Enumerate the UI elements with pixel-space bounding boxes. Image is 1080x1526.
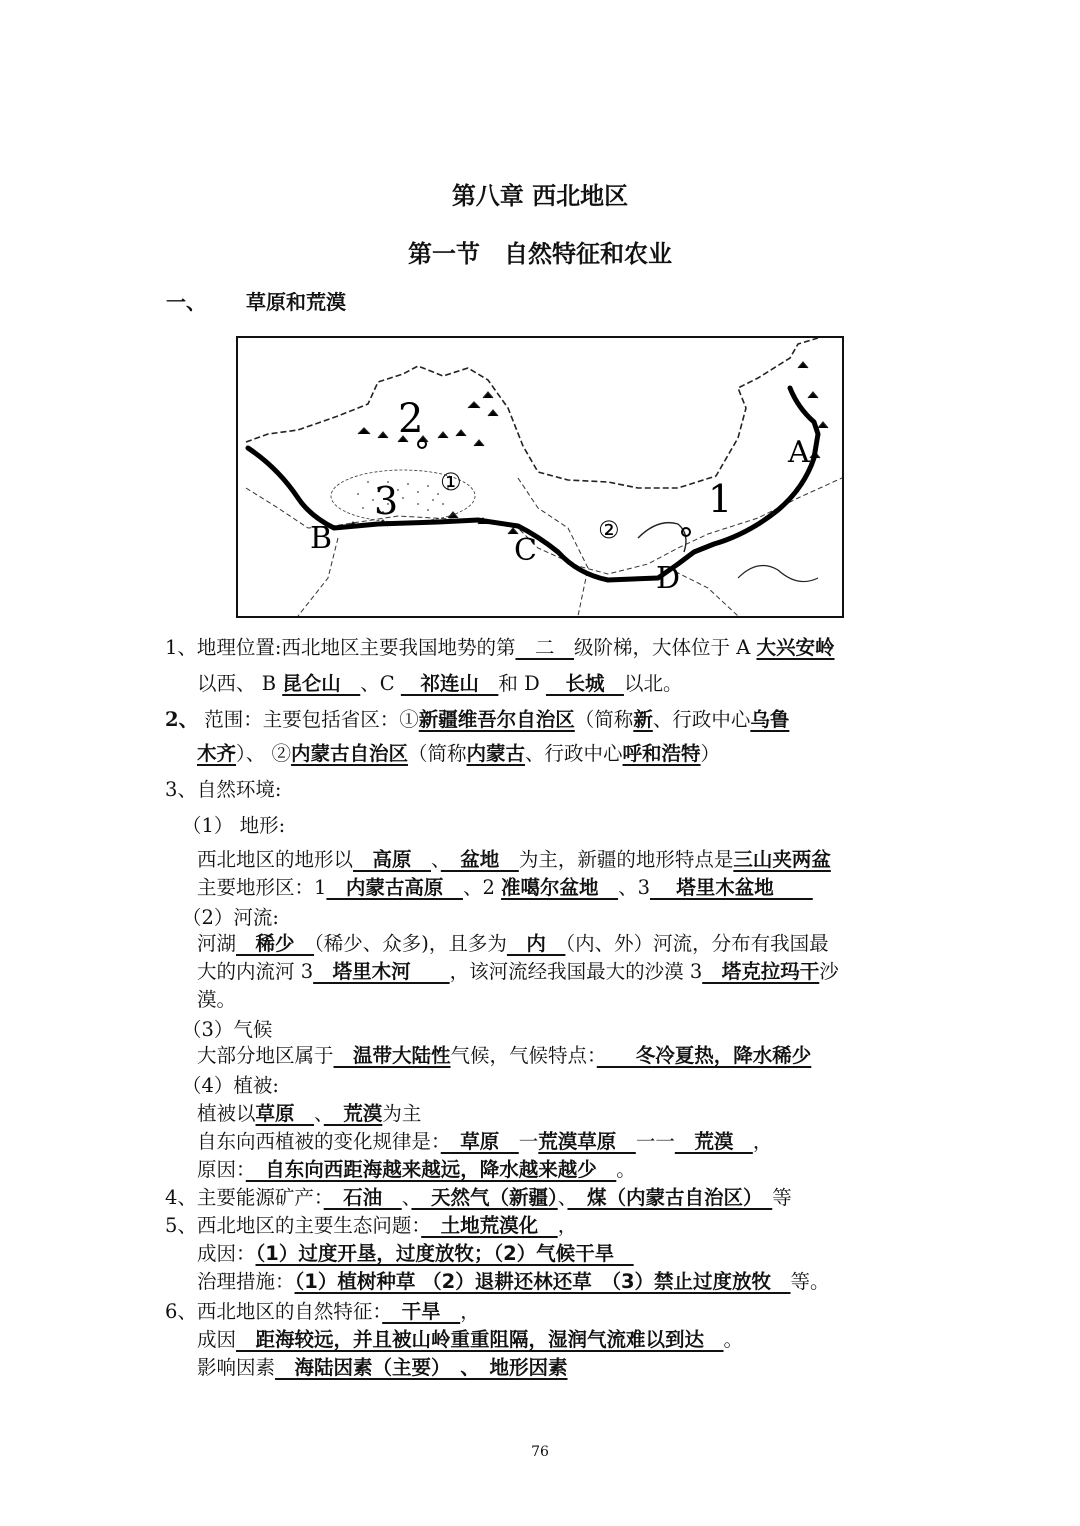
map-label-1: 1 xyxy=(708,477,733,521)
river-line-2: 大的内流河 3 塔里木河 ，该河流经我国最大的沙漠 3 塔克拉玛干沙 xyxy=(197,960,839,983)
answer: 草原 xyxy=(440,1130,519,1153)
answer: 长城 xyxy=(545,672,624,695)
vegetation-line-3: 原因： 自东向西距海越来越远，降水越来越少 。 xyxy=(197,1158,636,1181)
q2-line-2: 木齐）、 ②内蒙古自治区（简称内蒙古、行政中心呼和浩特） xyxy=(197,742,721,765)
answer: 土地荒漠化 xyxy=(421,1214,558,1237)
vegetation-line-2: 自东向西植被的变化规律是： 草原 一荒漠草原 一一 荒漠 ， xyxy=(197,1130,773,1153)
map-label-2: 2 xyxy=(398,396,424,442)
answer: （1）过度开垦，过度放牧；（2）气候干旱 xyxy=(255,1242,634,1265)
vegetation-line-1: 植被以草原 、 荒漠为主 xyxy=(197,1102,422,1125)
climate-heading: （3）气候 xyxy=(182,1018,273,1041)
answer: 荒漠草原 xyxy=(538,1130,636,1153)
map-label-circle-2: ② xyxy=(598,516,620,544)
q3-heading: 3、自然环境: xyxy=(165,778,282,801)
answer: 荒漠 xyxy=(323,1102,383,1125)
national-border xyxy=(246,338,818,488)
river-heading: （2）河流: xyxy=(182,906,279,929)
answer: 新 xyxy=(633,708,653,731)
river-line-1: 河湖 稀少 （稀少、众多)，且多为 内 （内、外）河流，分布有我国最 xyxy=(197,932,829,955)
section-heading-number: 一、 xyxy=(166,290,206,314)
answer: 盆地 xyxy=(440,848,519,871)
map-label-circle-1: ① xyxy=(440,468,462,496)
q5-line-2: 成因：（1）过度开垦，过度放牧；（2）气候干旱 xyxy=(197,1242,634,1265)
answer: 内蒙古 xyxy=(466,742,526,765)
answer: 冬冷夏热，降水稀少 xyxy=(596,1044,812,1067)
answer: 昆仑山 xyxy=(282,672,361,695)
hohhot-dot xyxy=(682,528,690,536)
answer: 煤（内蒙古自治区） xyxy=(567,1186,773,1209)
answer: 新疆维吾尔自治区 xyxy=(418,708,575,731)
q5-line-1: 5、西北地区的主要生态问题： 土地荒漠化 ， xyxy=(165,1214,578,1237)
river-line-3: 漠。 xyxy=(197,988,237,1011)
answer: 稀少 xyxy=(236,932,315,955)
map-label-3: 3 xyxy=(374,479,399,523)
section-title: 第一节 自然特征和农业 xyxy=(408,240,672,268)
terrain-line-1: 西北地区的地形以 高原 、 盆地 为主，新疆的地形特点是三山夹两盆 xyxy=(197,848,831,871)
answer: 温带大陆性 xyxy=(333,1044,451,1067)
answer: 海陆因素（主要） 、 地形因素 xyxy=(275,1356,568,1379)
answer: 祁连山 xyxy=(400,672,499,695)
answer: 二 xyxy=(515,636,574,659)
chapter-title: 第八章 西北地区 xyxy=(451,182,629,210)
answer: 大兴安岭 xyxy=(756,636,835,659)
answer: 塔里木盆地 xyxy=(649,876,813,899)
answer: 自东向西距海越来越远，降水越来越少 xyxy=(245,1158,617,1181)
map-label-A: A xyxy=(788,435,810,470)
map-label-D: D xyxy=(656,561,681,596)
q1-line-2: 以西、 B 昆仑山 、C 祁连山 和 D 长城 以北。 xyxy=(197,672,683,695)
map-label-C: C xyxy=(514,533,537,568)
answer: 内蒙古自治区 xyxy=(290,742,408,765)
answer: 天然气（新疆） xyxy=(411,1186,558,1209)
answer: 内蒙古高原 xyxy=(326,876,463,899)
answer: 石油 xyxy=(323,1186,402,1209)
answer: 草原 xyxy=(255,1102,315,1125)
q6-line-1: 6、西北地区的自然特征： 干旱 ， xyxy=(165,1300,480,1323)
map-label-B: B xyxy=(310,521,333,556)
section-heading xyxy=(166,286,346,315)
q6-line-3: 影响因素 海陆因素（主要） 、 地形因素 xyxy=(197,1356,568,1379)
answer: （1）植树种草 （2）退耕还林还草 （3）禁止过度放牧 xyxy=(294,1270,791,1293)
answer: 内 xyxy=(506,932,566,955)
q1-line-1: 1、地理位置:西北地区主要我国地势的第 二 级阶梯，大体位于 A 大兴安岭 xyxy=(165,636,835,659)
answer: 距海较远，并且被山岭重重阻隔，湿润气流难以到达 xyxy=(236,1328,724,1351)
answer: 呼和浩特 xyxy=(622,742,701,765)
q4-line-1: 4、主要能源矿产： 石油 、 天然气（新疆）、 煤（内蒙古自治区） 等 xyxy=(165,1186,792,1209)
vegetation-heading: （4）植被: xyxy=(182,1074,279,1097)
q5-line-3: 治理措施：（1）植树种草 （2）退耕还林还草 （3）禁止过度放牧 等。 xyxy=(197,1270,830,1293)
answer: 干旱 xyxy=(382,1300,461,1323)
answer: 高原 xyxy=(353,848,432,871)
northwest-region-map xyxy=(236,336,844,618)
answer: 荒漠 xyxy=(674,1130,753,1153)
q2-line-1: 2、 范围：主要包括省区：①新疆维吾尔自治区（简称新、行政中心乌鲁 xyxy=(165,708,790,731)
terrain-line-2: 主要地形区：1 内蒙古高原 、2 准噶尔盆地 、3 塔里木盆地 xyxy=(197,876,813,899)
answer: 塔里木河 xyxy=(313,960,450,983)
answer: 三山夹两盆 xyxy=(733,848,831,871)
answer: 乌鲁 xyxy=(750,708,790,731)
map-drawing xyxy=(238,338,842,616)
section-heading-text: 草原和荒漠 xyxy=(246,290,346,314)
terrain-heading: （1） 地形: xyxy=(182,814,286,837)
river-east xyxy=(738,566,818,582)
climate-line-1: 大部分地区属于 温带大陆性气候，气候特点： 冬冷夏热，降水稀少 xyxy=(197,1044,812,1067)
desert-dots xyxy=(357,481,449,513)
answer: 木齐 xyxy=(197,742,237,765)
answer: 塔克拉玛干 xyxy=(702,960,820,983)
page-number: 76 xyxy=(531,1444,549,1460)
answer: 准噶尔盆地 xyxy=(501,876,619,899)
q6-line-2: 成因 距海较远，并且被山岭重重阻隔，湿润气流难以到达 。 xyxy=(197,1328,744,1351)
